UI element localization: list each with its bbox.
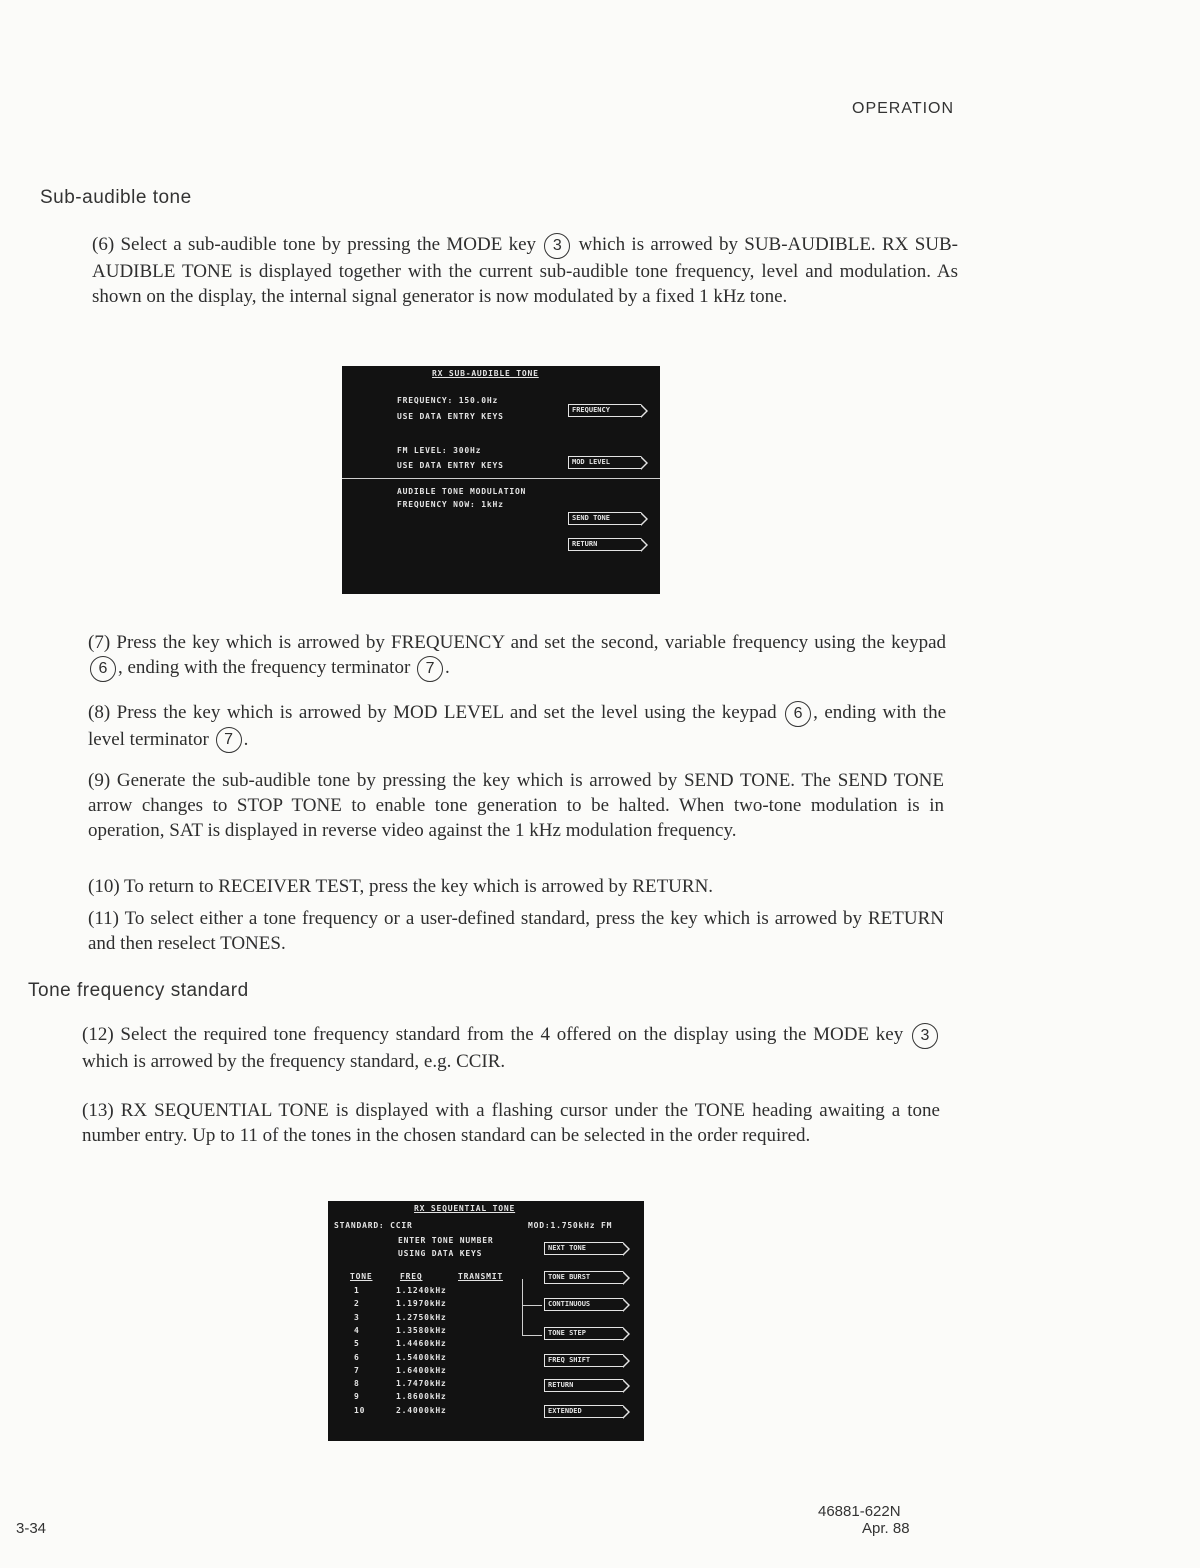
running-header: OPERATION bbox=[852, 100, 955, 117]
level-hint: USE DATA ENTRY KEYS bbox=[397, 461, 504, 470]
paragraph-10: (10) To return to RECEIVER TEST, press the key which is arrowed by RETURN. bbox=[88, 876, 714, 897]
tone-number: 5 bbox=[354, 1339, 360, 1349]
tone-number: 9 bbox=[354, 1392, 360, 1402]
softkey-extended[interactable]: EXTENDED bbox=[544, 1405, 623, 1418]
screen-title: RX SUB-AUDIBLE TONE bbox=[432, 369, 539, 378]
softkey-tone-step[interactable]: TONE STEP bbox=[544, 1327, 623, 1340]
tone-frequency: 2.4000kHz bbox=[396, 1405, 447, 1415]
display-rx-sub-audible-tone bbox=[342, 366, 660, 594]
paragraph-6: (6) Select a sub-audible tone by pressing the MODE key 3 which is arrowed by SUB-AUDIBLE. RX SUB-AUDIBLE TONE is displayed together with the current sub-audible tone frequency, level and modulation. As shown on the display, the internal signal generator is now modulated by a fixed 1 kHz tone. bbox=[92, 234, 958, 307]
paragraph-13: (13) RX SEQUENTIAL TONE is displayed with a flashing cursor under the TONE heading awaiting a tone number entry. Up to 11 of the tones in the chosen standard can be selected in the order required. bbox=[82, 1100, 940, 1146]
modulation-frequency: FREQUENCY NOW: 1kHz bbox=[397, 500, 504, 509]
tone-number: 1 bbox=[354, 1286, 360, 1295]
modulation-label: AUDIBLE TONE MODULATION bbox=[397, 487, 527, 496]
connector-line bbox=[522, 1335, 542, 1336]
divider bbox=[342, 478, 660, 479]
mode-key-icon: 3 bbox=[912, 1023, 938, 1049]
keypad-key-icon: 6 bbox=[785, 701, 811, 727]
standard-readout: STANDARD: CCIR bbox=[334, 1221, 413, 1230]
softkey-mod-level[interactable]: MOD LEVEL bbox=[568, 456, 641, 469]
keypad-key-icon: 6 bbox=[90, 656, 116, 682]
softkey-return[interactable]: RETURN bbox=[544, 1379, 623, 1392]
paragraph-8: (8) Press the key which is arrowed by MOD LEVEL and set the level using the keypad 6 , ending with the level terminator 7 . bbox=[88, 700, 946, 753]
softkey-return[interactable]: RETURN bbox=[568, 538, 641, 551]
tone-frequency: 1.2750kHz bbox=[396, 1312, 447, 1322]
tone-frequency: 1.6400kHz bbox=[396, 1365, 447, 1375]
screen-title: RX SEQUENTIAL TONE bbox=[414, 1204, 516, 1213]
page-number: 3-34 bbox=[16, 1520, 47, 1537]
entry-prompt: ENTER TONE NUMBER bbox=[398, 1236, 494, 1245]
tone-number: 4 bbox=[354, 1325, 360, 1335]
column-header-transmit: TRANSMIT bbox=[458, 1272, 503, 1281]
connector-line bbox=[522, 1305, 542, 1306]
softkey-send-tone[interactable]: SEND TONE bbox=[568, 512, 641, 525]
level-readout: FM LEVEL: 300Hz bbox=[397, 446, 482, 455]
tone-number: 3 bbox=[354, 1312, 360, 1322]
tone-number: 8 bbox=[354, 1379, 360, 1389]
paragraph-12: (12) Select the required tone frequency standard from the 4 offered on the display using the MODE key 3 which is arrowed by the frequency standard, e.g. CCIR. bbox=[82, 1022, 940, 1074]
tone-number: 10 bbox=[354, 1405, 366, 1415]
frequency-readout: FREQUENCY: 150.0Hz bbox=[397, 396, 499, 405]
heading-sub-audible-tone: Sub-audible tone bbox=[40, 187, 192, 208]
softkey-tone-burst[interactable]: TONE BURST bbox=[544, 1271, 623, 1284]
paragraph-9: (9) Generate the sub-audible tone by pressing the key which is arrowed by SEND TONE. The SEND TONE arrow changes to STOP TONE to enable tone generation to be halted. When two-tone modulation is in operation, SAT is displayed in reverse video against the 1 kHz modulation frequency. bbox=[88, 770, 944, 841]
column-header-freq: FREQ bbox=[400, 1272, 423, 1281]
heading-tone-frequency-standard: Tone frequency standard bbox=[28, 980, 249, 1001]
display-rx-sequential-tone bbox=[328, 1201, 644, 1441]
connector-line bbox=[522, 1279, 523, 1335]
column-header-tone: TONE bbox=[350, 1272, 373, 1281]
tone-frequency: 1.4460kHz bbox=[396, 1339, 447, 1349]
document-number: 46881-622N bbox=[818, 1503, 901, 1520]
modulation-readout: MOD:1.750kHz FM bbox=[528, 1221, 613, 1230]
tone-number: 2 bbox=[354, 1299, 360, 1309]
frequency-hint: USE DATA ENTRY KEYS bbox=[397, 412, 504, 421]
tone-frequency: 1.8600kHz bbox=[396, 1392, 447, 1402]
softkey-frequency[interactable]: FREQUENCY bbox=[568, 404, 641, 417]
tone-number: 6 bbox=[354, 1352, 360, 1362]
tone-frequency: 1.5400kHz bbox=[396, 1352, 447, 1362]
tone-frequency: 1.1240kHz bbox=[396, 1286, 447, 1295]
tone-frequency: 1.1970kHz bbox=[396, 1299, 447, 1309]
terminator-key-icon: 7 bbox=[216, 727, 242, 753]
tone-frequency: 1.7470kHz bbox=[396, 1379, 447, 1389]
paragraph-7: (7) Press the key which is arrowed by FREQUENCY and set the second, variable frequency using the keypad 6 , ending with the frequency terminator 7 . bbox=[88, 630, 946, 682]
tone-frequency: 1.3580kHz bbox=[396, 1325, 447, 1335]
entry-prompt-hint: USING DATA KEYS bbox=[398, 1249, 483, 1258]
softkey-freq-shift[interactable]: FREQ SHIFT bbox=[544, 1354, 623, 1367]
softkey-next-tone[interactable]: NEXT TONE bbox=[544, 1242, 623, 1255]
tone-number: 7 bbox=[354, 1365, 360, 1375]
softkey-continuous[interactable]: CONTINUOUS bbox=[544, 1298, 623, 1311]
paragraph-11: (11) To select either a tone frequency or a user-defined standard, press the key which is arrowed by RETURN and then reselect TONES. bbox=[88, 908, 944, 954]
mode-key-icon: 3 bbox=[544, 233, 570, 259]
terminator-key-icon: 7 bbox=[417, 656, 443, 682]
document-date: Apr. 88 bbox=[862, 1520, 910, 1537]
